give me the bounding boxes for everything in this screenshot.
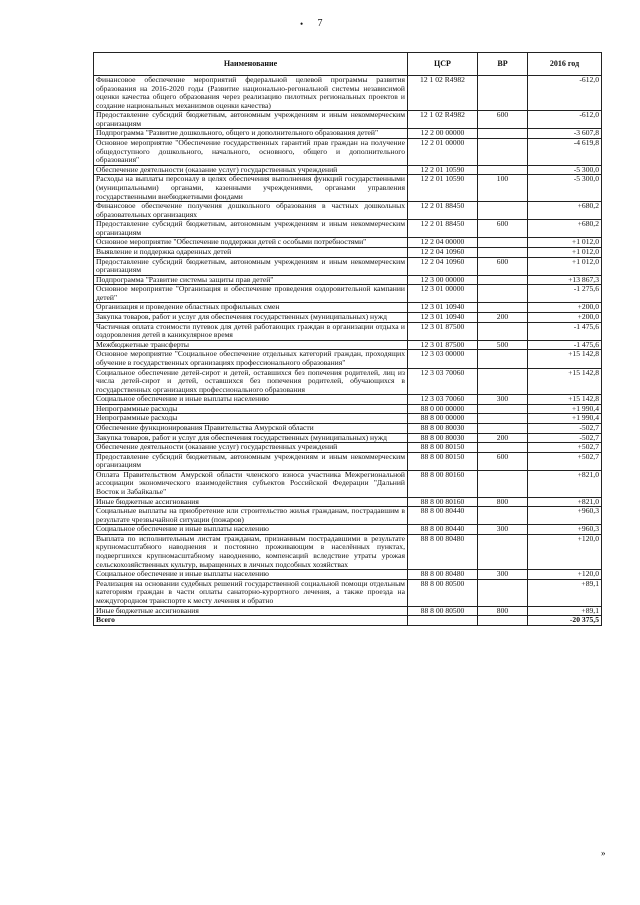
row-csr: 12 3 03 70060: [408, 395, 478, 405]
table-row: [94, 534, 602, 569]
row-vr: 300: [478, 395, 528, 405]
row-vr: 200: [478, 313, 528, 323]
total-vr: [478, 616, 528, 626]
row-csr: 88 8 00 80500: [408, 606, 478, 616]
row-csr: 88 8 00 80150: [408, 452, 478, 470]
row-csr: 88 8 00 80440: [408, 525, 478, 535]
row-name: Расходы на выплаты персоналу в целях обеспечения выполнения функций государственными (муниципальными) органами, казенными учреждениями, органами управления государственными внебюджетными фондами: [94, 175, 408, 202]
row-csr: 12 3 01 00000: [408, 285, 478, 303]
row-csr: 12 1 02 R4982: [408, 111, 478, 129]
row-sum: +15 142,8: [528, 395, 602, 405]
row-name: Предоставление субсидий бюджетным, автономным учреждениям и иным некоммерческим организациям: [94, 220, 408, 238]
row-name: Основное мероприятие "Обеспечение государственных гарантий прав граждан на получение общедоступного дошкольного, начального, основного, общего и дополнительного образования": [94, 139, 408, 166]
row-sum: +120,0: [528, 534, 602, 569]
row-vr: [478, 443, 528, 453]
table-body: [94, 76, 602, 616]
row-name: Подпрограмма "Развитие системы защиты прав детей": [94, 275, 408, 285]
table-row: [94, 395, 602, 405]
row-vr: [478, 507, 528, 525]
row-sum: +502,7: [528, 443, 602, 453]
total-sum: -20 375,5: [528, 616, 602, 626]
header-name: Наименование: [94, 53, 408, 76]
row-name: Обеспечение деятельности (оказание услуг) государственных учреждений: [94, 443, 408, 453]
table-row: [94, 303, 602, 313]
row-vr: [478, 76, 528, 111]
row-name: Основное мероприятие "Организация и обеспечение проведения оздоровительной кампании детей": [94, 285, 408, 303]
row-csr: 88 8 00 80480: [408, 534, 478, 569]
row-vr: [478, 139, 528, 166]
table-row: [94, 139, 602, 166]
row-csr: 88 8 00 80160: [408, 497, 478, 507]
header-year: 2016 год: [528, 53, 602, 76]
table-row: [94, 404, 602, 414]
row-vr: [478, 285, 528, 303]
row-vr: [478, 275, 528, 285]
table-row: [94, 423, 602, 433]
table-row: [94, 452, 602, 470]
row-name: Предоставление субсидий бюджетным, автономным учреждениям и иным некоммерческим организациям: [94, 111, 408, 129]
row-sum: -5 300,0: [528, 165, 602, 175]
table-row: [94, 275, 602, 285]
row-csr: 12 2 01 00000: [408, 139, 478, 166]
row-sum: +680,2: [528, 202, 602, 220]
row-vr: 800: [478, 497, 528, 507]
table-header-row: [94, 53, 602, 76]
row-sum: +821,0: [528, 497, 602, 507]
row-sum: +821,0: [528, 470, 602, 497]
row-sum: -3 607,8: [528, 129, 602, 139]
row-name: Подпрограмма "Развитие дошкольного, общего и дополнительного образования детей": [94, 129, 408, 139]
table-row: [94, 322, 602, 340]
row-name: Межбюджетные трансферты: [94, 340, 408, 350]
row-sum: +502,7: [528, 452, 602, 470]
row-sum: +13 867,3: [528, 275, 602, 285]
table-row: [94, 579, 602, 606]
row-vr: [478, 368, 528, 395]
row-vr: 100: [478, 175, 528, 202]
row-vr: [478, 165, 528, 175]
row-vr: [478, 129, 528, 139]
row-vr: [478, 350, 528, 368]
row-sum: +200,0: [528, 313, 602, 323]
row-sum: -1 275,6: [528, 285, 602, 303]
row-name: Иные бюджетные ассигнования: [94, 606, 408, 616]
total-row: [94, 616, 602, 626]
row-sum: +1 012,0: [528, 238, 602, 248]
row-sum: -5 300,0: [528, 175, 602, 202]
row-vr: [478, 579, 528, 606]
row-name: Предоставление субсидий бюджетным, автономным учреждениям и иным некоммерческим организациям: [94, 452, 408, 470]
row-csr: 88 8 00 80440: [408, 507, 478, 525]
row-csr: 12 3 01 87500: [408, 340, 478, 350]
row-csr: 12 3 01 87500: [408, 322, 478, 340]
table-row: [94, 111, 602, 129]
header-vr: ВР: [478, 53, 528, 76]
row-name: Финансовое обеспечение мероприятий федеральной целевой программы развития образования на 2016-2020 годы (Развитие национально-регональной системы независимой оценки качества общего образования через реализацию пилотных региональных проектов и создание национальных механизмов оценки качества): [94, 76, 408, 111]
row-csr: 12 2 00 00000: [408, 129, 478, 139]
row-name: Закупка товаров, работ и услуг для обеспечения государственных (муниципальных) нужд: [94, 433, 408, 443]
table-row: [94, 525, 602, 535]
row-sum: +89,1: [528, 579, 602, 606]
row-name: Основное мероприятие "Обеспечение поддержки детей с особыми потребностями": [94, 238, 408, 248]
table-row: [94, 570, 602, 580]
row-csr: 88 8 00 80030: [408, 423, 478, 433]
row-csr: 88 0 00 00000: [408, 404, 478, 414]
table-row: [94, 443, 602, 453]
row-sum: -4 619,8: [528, 139, 602, 166]
row-name: Выявление и поддержка одаренных детей: [94, 247, 408, 257]
row-vr: [478, 238, 528, 248]
table-row: [94, 285, 602, 303]
row-sum: +1 990,4: [528, 404, 602, 414]
table-row: [94, 497, 602, 507]
row-csr: 88 8 00 80480: [408, 570, 478, 580]
row-name: Социальное обеспечение и иные выплаты населению: [94, 525, 408, 535]
row-csr: 88 8 00 00000: [408, 414, 478, 424]
row-sum: +120,0: [528, 570, 602, 580]
row-vr: 300: [478, 525, 528, 535]
row-sum: +15 142,8: [528, 368, 602, 395]
row-name: Социальное обеспечение и иные выплаты населению: [94, 570, 408, 580]
row-vr: [478, 202, 528, 220]
table-row: [94, 433, 602, 443]
row-name: Оплата Правительством Амурской области членского взноса участника Межрегиональной ассоциации экономического взаимодействия субъектов Российской Федерации "Дальний Восток и Забайкалье": [94, 470, 408, 497]
row-csr: 88 8 00 80150: [408, 443, 478, 453]
continuation-mark: »: [601, 848, 606, 858]
row-sum: -502,7: [528, 423, 602, 433]
row-sum: +15 142,8: [528, 350, 602, 368]
row-name: Закупка товаров, работ и услуг для обеспечения государственных (муниципальных) нужд: [94, 313, 408, 323]
row-vr: [478, 423, 528, 433]
row-csr: 12 3 01 10940: [408, 313, 478, 323]
budget-table: [93, 52, 602, 626]
row-name: Частичная оплата стоимости путевок для детей работающих граждан в организации отдыха и оздоровления детей в каникулярное время: [94, 322, 408, 340]
row-name: Непрограммные расходы: [94, 404, 408, 414]
row-csr: 12 3 03 70060: [408, 368, 478, 395]
row-name: Обеспечение деятельности (оказание услуг) государственных учреждений: [94, 165, 408, 175]
table-row: [94, 606, 602, 616]
row-sum: +200,0: [528, 303, 602, 313]
row-sum: +1 012,0: [528, 247, 602, 257]
table-row: [94, 414, 602, 424]
table-row: [94, 313, 602, 323]
row-name: Предоставление субсидий бюджетным, автономным учреждениям и иным некоммерческим организациям: [94, 257, 408, 275]
row-csr: 88 8 00 80500: [408, 579, 478, 606]
total-csr: [408, 616, 478, 626]
header-csr: ЦСР: [408, 53, 478, 76]
row-vr: 500: [478, 340, 528, 350]
row-sum: -1 475,6: [528, 340, 602, 350]
row-vr: [478, 534, 528, 569]
row-sum: -1 475,6: [528, 322, 602, 340]
row-vr: 600: [478, 111, 528, 129]
row-csr: 12 2 01 88450: [408, 220, 478, 238]
row-csr: 12 2 01 10590: [408, 175, 478, 202]
row-vr: [478, 303, 528, 313]
bullet-mark: •: [300, 19, 304, 29]
row-sum: +680,2: [528, 220, 602, 238]
row-name: Реализация на основании судебных решений государственной социальной помощи отдельным категориям граждан в части оплаты санаторно-курортного лечения, а также проезда на междугородном транспорте к месту лечения и обратно: [94, 579, 408, 606]
table-row: [94, 220, 602, 238]
table-row: [94, 247, 602, 257]
row-name: Обеспечение функционирования Правительства Амурской области: [94, 423, 408, 433]
row-sum: +1 990,4: [528, 414, 602, 424]
row-name: Выплата по исполнительным листам гражданам, признанным пострадавшими в результате крупномасштабного наводнения и постоянно проживающим в населённых пунктах, подвергшихся крупномасштабному наводнению, компенсаций вследствие утраты урожая сельскохозяйственных культур, выращенных в личных подсобных хозяйствах: [94, 534, 408, 569]
table-row: [94, 76, 602, 111]
row-sum: -502,7: [528, 433, 602, 443]
row-sum: -612,0: [528, 111, 602, 129]
table-row: [94, 238, 602, 248]
row-csr: 12 3 01 10940: [408, 303, 478, 313]
row-vr: [478, 247, 528, 257]
row-vr: 600: [478, 220, 528, 238]
row-name: Непрограммные расходы: [94, 414, 408, 424]
row-vr: [478, 414, 528, 424]
row-csr: 12 1 02 R4982: [408, 76, 478, 111]
page-number: 7: [317, 18, 323, 29]
row-sum: +960,3: [528, 507, 602, 525]
table-row: [94, 340, 602, 350]
row-vr: [478, 470, 528, 497]
total-label: Всего: [94, 616, 408, 626]
row-sum: +89,1: [528, 606, 602, 616]
row-sum: +1 012,0: [528, 257, 602, 275]
row-csr: 12 2 04 10960: [408, 247, 478, 257]
table-row: [94, 507, 602, 525]
row-vr: 300: [478, 570, 528, 580]
row-name: Организация и проведение областных профильных смен: [94, 303, 408, 313]
table-row: [94, 257, 602, 275]
row-vr: 600: [478, 257, 528, 275]
row-vr: [478, 404, 528, 414]
row-csr: 12 2 01 10590: [408, 165, 478, 175]
row-name: Социальное обеспечение детей-сирот и детей, оставшихся без попечения родителей, лиц из числа детей-сирот и детей, оставшихся без попечения родителей, обучающихся в государственных организациях профессионального образования: [94, 368, 408, 395]
table-row: [94, 175, 602, 202]
table-row: [94, 129, 602, 139]
table-row: [94, 165, 602, 175]
table-row: [94, 470, 602, 497]
row-vr: 200: [478, 433, 528, 443]
row-vr: [478, 322, 528, 340]
row-csr: 12 2 04 00000: [408, 238, 478, 248]
row-sum: -612,0: [528, 76, 602, 111]
row-name: Иные бюджетные ассигнования: [94, 497, 408, 507]
row-csr: 12 2 04 10960: [408, 257, 478, 275]
row-csr: 88 8 00 80160: [408, 470, 478, 497]
row-csr: 12 3 03 00000: [408, 350, 478, 368]
row-name: Основное мероприятие "Социальное обеспечение отдельных категорий граждан, проходящих обучение в государственных организациях профессионального образования": [94, 350, 408, 368]
row-vr: 800: [478, 606, 528, 616]
table-row: [94, 202, 602, 220]
row-name: Социальное обеспечение и иные выплаты населению: [94, 395, 408, 405]
row-sum: +960,3: [528, 525, 602, 535]
table-row: [94, 368, 602, 395]
row-csr: 12 2 01 88450: [408, 202, 478, 220]
row-name: Социальные выплаты на приобретение или строительство жилья гражданам, пострадавшим в результате чрезвычайной ситуации (пожаров): [94, 507, 408, 525]
row-csr: 88 8 00 80030: [408, 433, 478, 443]
row-csr: 12 3 00 00000: [408, 275, 478, 285]
row-vr: 600: [478, 452, 528, 470]
row-name: Финансовое обеспечение получения дошкольного образования в частных дошкольных образовательных организациях: [94, 202, 408, 220]
table-row: [94, 350, 602, 368]
